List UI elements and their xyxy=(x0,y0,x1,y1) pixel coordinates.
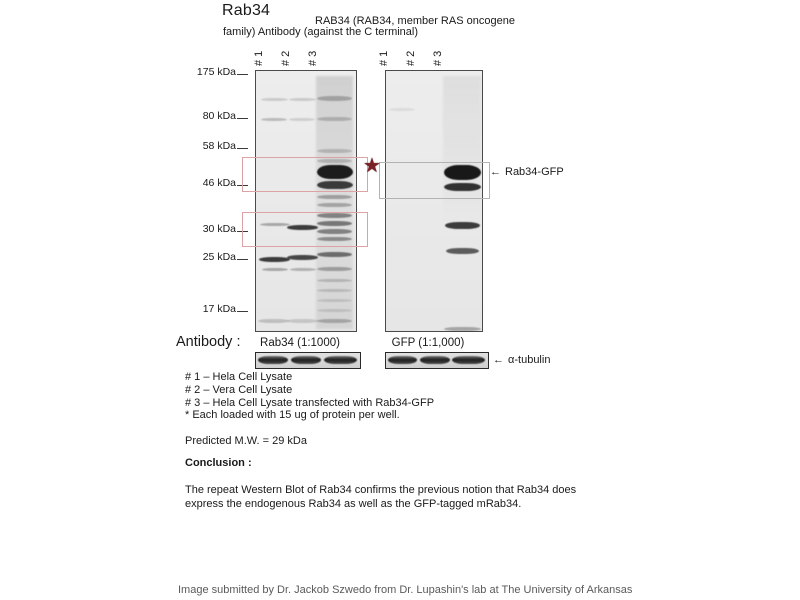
tubulin-strip xyxy=(255,352,361,369)
mw-marker: 17 kDa xyxy=(0,301,248,315)
tubulin-band xyxy=(388,356,417,364)
mw-marker: 175 kDa xyxy=(0,64,248,78)
legend-line-4: * Each loaded with 15 ug of protein per well. xyxy=(185,409,400,422)
tubulin-band xyxy=(291,356,321,364)
antibody-dilution-gfp: GFP (1:1,000) xyxy=(391,337,465,349)
tubulin-label: α-tubulin xyxy=(508,354,551,366)
lane-label-3: # 3 xyxy=(432,50,444,66)
antibody-dilution-rab34: Rab34 (1:1000) xyxy=(260,337,340,349)
mw-tick xyxy=(237,64,248,75)
blot-panel-rab34 xyxy=(255,70,357,332)
conclusion-text: The repeat Western Blot of Rab34 confirms the previous notion that Rab34 does express the endogenous Rab34 as well as the GFP-tagged mRab34. xyxy=(185,484,577,510)
tubulin-band xyxy=(452,356,485,364)
protein-band xyxy=(317,267,352,271)
protein-band xyxy=(258,319,289,323)
lane-smear xyxy=(443,76,481,226)
left-arrow-icon: ← xyxy=(493,354,504,366)
protein-band xyxy=(289,118,315,121)
protein-band xyxy=(317,299,352,302)
lane-label-1: # 1 xyxy=(253,50,265,66)
mw-marker: 46 kDa xyxy=(0,175,248,189)
protein-band xyxy=(259,257,290,262)
tubulin-annotation xyxy=(493,354,550,366)
highlight-box xyxy=(379,162,490,199)
protein-band xyxy=(261,118,287,121)
protein-band xyxy=(290,268,316,271)
protein-band xyxy=(317,203,352,207)
protein-band xyxy=(287,255,318,260)
lane-legend xyxy=(185,371,434,422)
protein-band xyxy=(389,108,415,111)
mw-tick xyxy=(237,249,248,260)
lane-label-3: # 3 xyxy=(307,50,319,66)
lane-label-1: # 1 xyxy=(378,50,390,66)
protein-band xyxy=(317,117,352,121)
legend-line-1: # 1 – Hela Cell Lysate xyxy=(185,371,293,383)
antibody-row-label: Antibody : xyxy=(176,334,241,350)
protein-band xyxy=(289,98,316,101)
mw-marker: 80 kDa xyxy=(0,108,248,122)
highlight-box xyxy=(242,212,368,247)
tubulin-band xyxy=(258,356,288,364)
mw-marker: 58 kDa xyxy=(0,138,248,152)
rab34-gfp-annotation xyxy=(490,166,564,178)
image-credit: Image submitted by Dr. Jackob Szwedo from Dr. Lupashin's lab at The University of Arkansas xyxy=(178,584,633,596)
protein-band xyxy=(446,248,479,254)
protein-band xyxy=(317,96,352,101)
mw-tick xyxy=(237,108,248,119)
protein-band xyxy=(317,279,352,282)
protein-band xyxy=(317,319,352,323)
blot-panel-gfp xyxy=(385,70,483,332)
highlight-box xyxy=(242,157,368,192)
antibody-description: RAB34 (RAB34, member RAS oncogene family) Antibody (against the C terminal) xyxy=(223,15,515,38)
tubulin-strip xyxy=(385,352,489,369)
star-icon: ★ xyxy=(363,155,381,177)
mw-marker: 25 kDa xyxy=(0,249,248,263)
protein-band xyxy=(287,319,318,323)
tubulin-band xyxy=(420,356,450,364)
legend-line-3: # 3 – Hela Cell Lysate transfected with Rab34-GFP xyxy=(185,396,435,409)
legend-line-2: # 2 – Vera Cell Lysate xyxy=(185,383,293,396)
tubulin-band xyxy=(324,356,357,364)
protein-band xyxy=(445,222,480,229)
protein-band xyxy=(262,268,288,271)
left-arrow-icon: ← xyxy=(490,166,501,178)
protein-band xyxy=(444,327,481,331)
mw-tick xyxy=(237,301,248,312)
predicted-mw: Predicted M.W. = 29 kDa xyxy=(185,435,307,447)
protein-band xyxy=(317,309,352,312)
protein-band xyxy=(317,149,352,153)
protein-band xyxy=(317,195,352,199)
mw-tick xyxy=(237,138,248,149)
lane-label-2: # 2 xyxy=(405,50,417,66)
figure-title: Rab34 xyxy=(222,2,271,19)
protein-band xyxy=(317,252,352,257)
lane-label-2: # 2 xyxy=(280,50,292,66)
protein-band xyxy=(317,289,352,292)
protein-band xyxy=(261,98,288,101)
rab34-gfp-label: Rab34-GFP xyxy=(505,166,564,178)
conclusion-heading: Conclusion : xyxy=(185,457,252,469)
mw-marker: 30 kDa xyxy=(0,221,248,235)
